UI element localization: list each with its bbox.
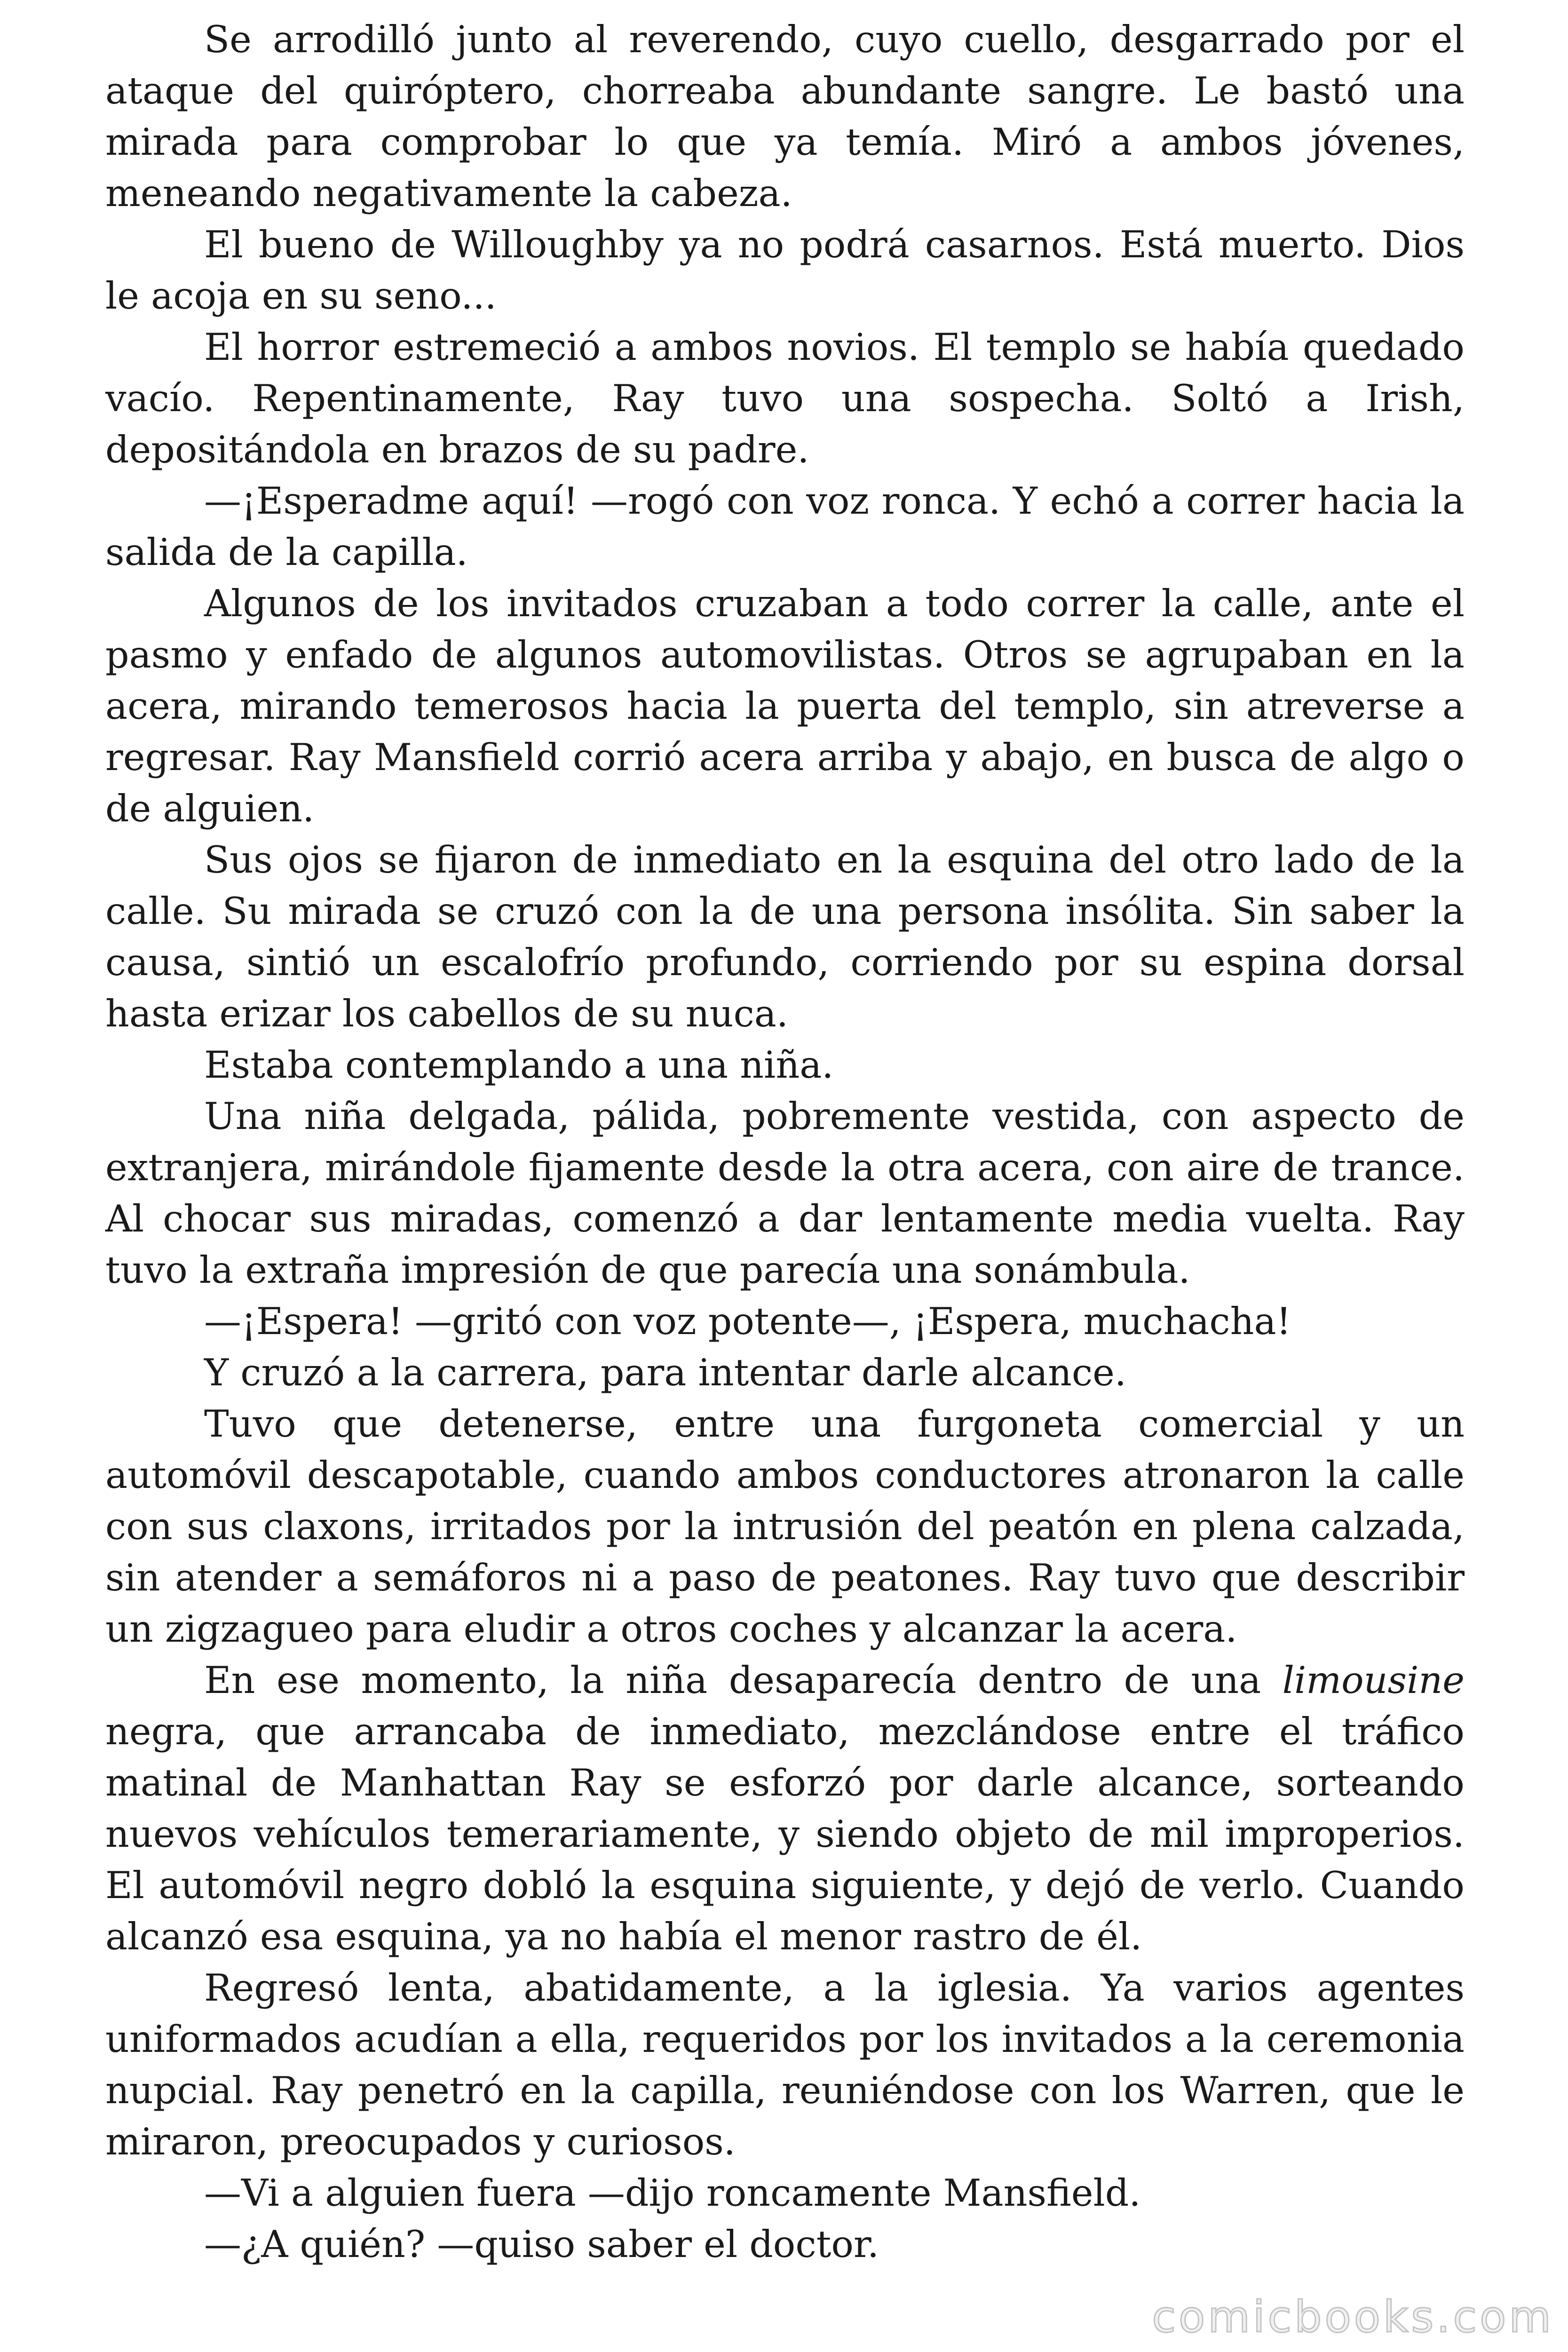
paragraph-7: Estaba contemplando a una niña. [204, 1043, 834, 1087]
paragraph-10: Y cruzó a la carrera, para intentar darle alcance. [204, 1351, 1126, 1394]
paragraph-8: Una niña delgada, pálida, pobremente vestida, con aspecto de extranjera, mirándole fijamente desde la otra acera, con aire de trance. Al chocar sus miradas, comenzó a dar lentamente media vuelta. Ray tuvo la extraña impresión de que parecía una sonámbula. [105, 1095, 1465, 1292]
paragraph-6: Sus ojos se fijaron de inmediato en la esquina del otro lado de la calle. Su mirada se cruzó con la de una persona insólita. Sin saber la causa, sintió un escalofrío profundo, corriendo por su espina dorsal hasta erizar los cabellos de su nuca. [105, 838, 1465, 1035]
body-text [105, 14, 1465, 2270]
paragraph-14: —Vi a alguien fuera —dijo roncamente Mansfield. [204, 2171, 1141, 2215]
paragraph-11: Tuvo que detenerse, entre una furgoneta comercial y un automóvil descapotable, cuando ambos conductores atronaron la calle con sus claxons, irritados por la intrusión del peatón en plena calzada, sin atender a semáforos ni a paso de peatones. Ray tuvo que describir un zigzagueo para eludir a otros coches y alcanzar la acera. [105, 1402, 1465, 1651]
paragraph-2: El bueno de Willoughby ya no podrá casarnos. Está muerto. Dios le acoja en su seno... [105, 223, 1465, 318]
paragraph-15: —¿A quién? —quiso saber el doctor. [204, 2223, 879, 2266]
paragraph-1: Se arrodilló junto al reverendo, cuyo cuello, desgarrado por el ataque del quiróptero, chorreaba abundante sangre. Le bastó una mirada para comprobar lo que ya temía. Miró a ambos jóvenes, meneando negativamente la cabeza. [105, 18, 1465, 215]
paragraph-5: Algunos de los invitados cruzaban a todo correr la calle, ante el pasmo y enfado de algunos automovilistas. Otros se agrupaban en la acera, mirando temerosos hacia la puerta del templo, sin atreverse a regresar. Ray Mansfield corrió acera arriba y abajo, en busca de algo o de alguien. [105, 582, 1465, 830]
paragraph-3: El horror estremeció a ambos novios. El templo se había quedado vacío. Repentinamente, Ray tuvo una sospecha. Soltó a Irish, depositándola en brazos de su padre. [105, 326, 1465, 471]
paragraph-12 [105, 1655, 1465, 1963]
paragraph-12-end: negra, que arrancaba de inmediato, mezclándose entre el tráfico matinal de Manhattan Ray se esforzó por darle alcance, sorteando nuevos vehículos temerariamente, y siendo objeto de mil improperios. El automóvil negro dobló la esquina siguiente, y dejó de verlo. Cuando alcanzó esa esquina, ya no había el menor rastro de él. [105, 1710, 1465, 1958]
paragraph-12-start: En ese momento, la niña desaparecía dentro de una [204, 1659, 1283, 1702]
italic-limousine: limousine [1282, 1659, 1465, 1702]
watermark: comicbooks.com [1152, 2292, 1554, 2342]
paragraph-9: —¡Espera! —gritó con voz potente—, ¡Espera, muchacha! [204, 1300, 1291, 1343]
paragraph-13: Regresó lenta, abatidamente, a la iglesia. Ya varios agentes uniformados acudían a ella, requeridos por los invitados a la ceremonia nupcial. Ray penetró en la capilla, reuniéndose con los Warren, que le miraron, preocupados y curiosos. [105, 1966, 1465, 2163]
paragraph-4: —¡Esperadme aquí! —rogó con voz ronca. Y echó a correr hacia la salida de la capilla. [105, 479, 1465, 574]
